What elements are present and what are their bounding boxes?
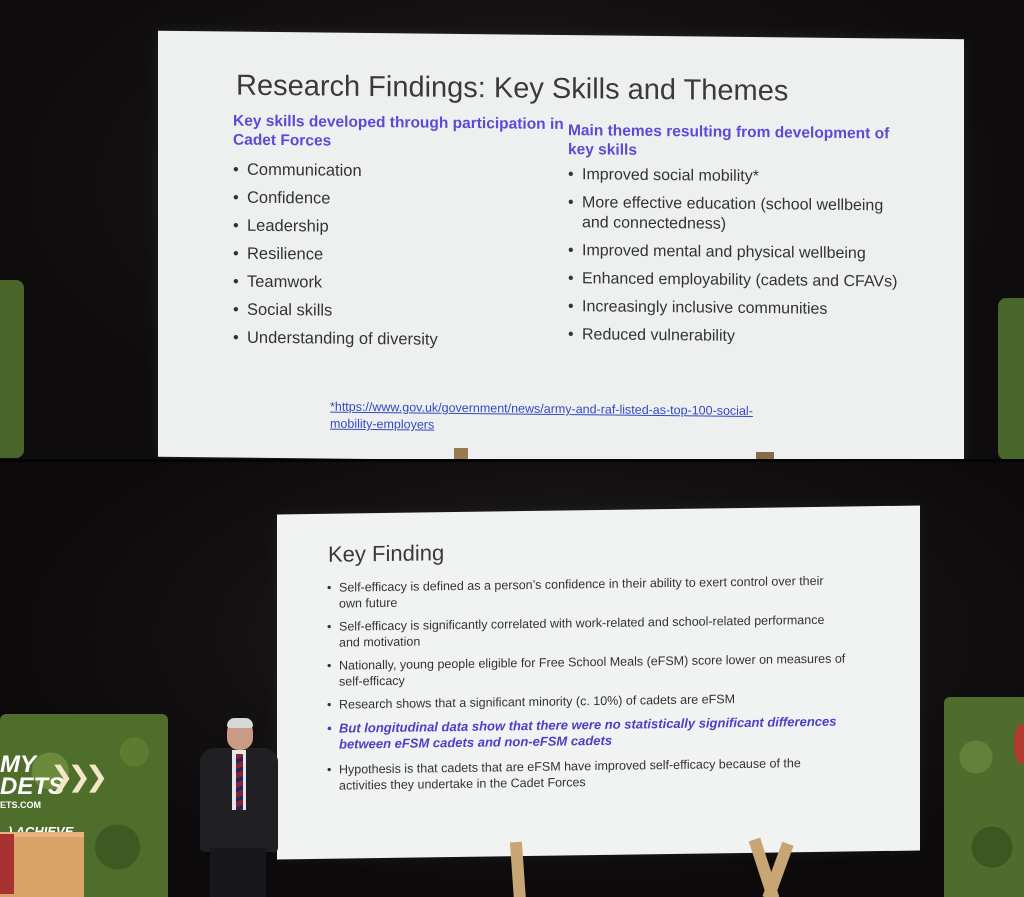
list-item: • Improved social mobility* [568, 166, 759, 186]
list-item: • Nationally, young people eligible for Free School Meals (eFSM) score lower on measures of self-efficacy [327, 651, 846, 689]
skills-heading: Key skills developed through participation in Cadet Forces [233, 112, 564, 150]
themes-list [568, 165, 908, 349]
highlight-item: • But longitudinal data show that there were no statistically significant differences between eFSM cadets and non-eFSM cadets [327, 713, 837, 752]
list-item: • Leadership [233, 216, 329, 236]
crest-emblem [0, 834, 14, 894]
themes-heading: Main themes resulting from development of key skills [568, 122, 890, 159]
list-item: • Hypothesis is that cadets that are eFSM have improved self-efficacy because of the activities they undertake in the Cadet Forces [327, 756, 801, 793]
list-item: • Resilience [233, 244, 324, 264]
bottom-photo [0, 462, 1024, 897]
speaker-legs [210, 848, 266, 897]
banner-brand: MY DETS [0, 751, 65, 800]
list-item: • Understanding of diversity [233, 328, 438, 349]
list-item: • Self-efficacy is significantly correlated with work-related and school-related performance and motivation [327, 612, 825, 650]
list-item: • Self-efficacy is defined as a person’s confidence in their ability to exert control over their own future [327, 573, 824, 611]
key-finding-slide [277, 506, 920, 860]
list-item: • Reduced vulnerability [568, 326, 735, 345]
speaker-figure [194, 716, 284, 897]
skills-list [233, 156, 573, 356]
banner-site: ETS.COM [0, 800, 42, 810]
list-item: • More effective education (school wellbeing and connectedness) [568, 194, 884, 233]
right-banner [944, 697, 1024, 897]
chevron-right-icon: ❯❯❯ [50, 760, 103, 793]
crest-emblem [1014, 724, 1024, 764]
list-item: • Social skills [233, 300, 333, 320]
speaker-hair [227, 718, 253, 728]
list-item: • Enhanced employability (cadets and CFAVs) [568, 270, 898, 291]
research-findings-slide [158, 31, 964, 460]
themes-column [568, 121, 908, 357]
finding-list [327, 573, 847, 801]
list-item: • Improved mental and physical wellbeing [568, 242, 866, 263]
skills-column [233, 112, 573, 356]
left-banner-edge [0, 280, 24, 458]
footnote-link[interactable]: *https://www.gov.uk/government/news/army-and-raf-listed-as-top-100-social-mobility-employers [330, 399, 753, 432]
speaker-tie [236, 754, 243, 810]
slide-title: Key Finding [328, 540, 445, 567]
list-item: • Teamwork [233, 272, 323, 292]
list-item: • Research shows that a significant minority (c. 10%) of cadets are eFSM [327, 692, 735, 712]
list-item: • Communication [233, 160, 362, 180]
right-banner-edge [998, 298, 1024, 460]
list-item: • Confidence [233, 188, 331, 208]
slide-title: Research Findings: Key Skills and Themes [236, 69, 789, 108]
list-item: • Increasingly inclusive communities [568, 298, 828, 318]
